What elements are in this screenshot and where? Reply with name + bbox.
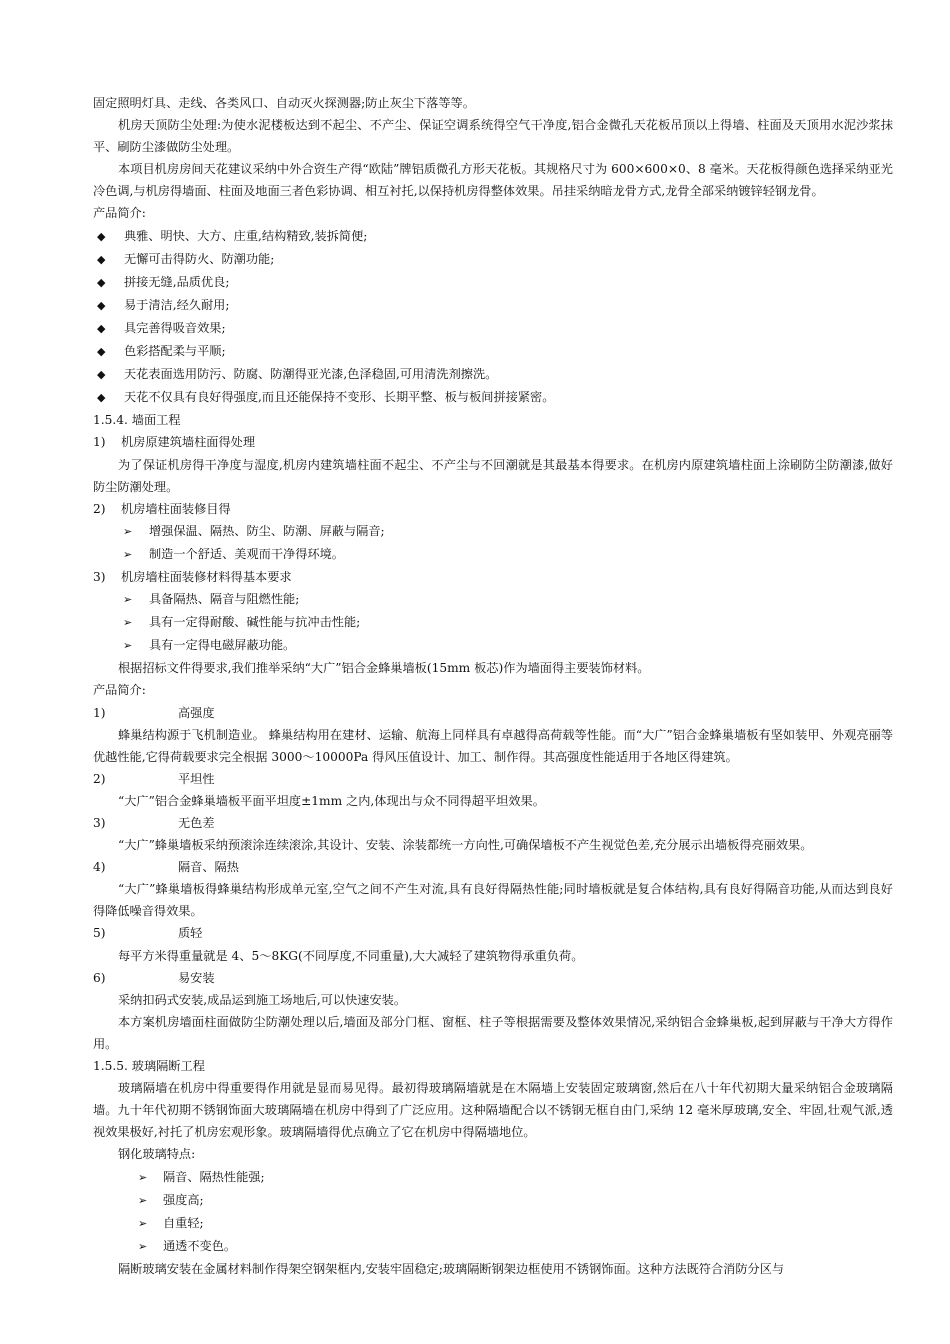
list-item-text: 增强保温、隔热、防尘、防潮、屏蔽与隔音;: [149, 523, 385, 538]
list-item-text: 具有一定得耐酸、碱性能与抗冲击性能;: [149, 615, 361, 630]
paragraph: 机房天顶防尘处理:为使水泥楼板达到不起尘、不产尘、保证空调系统得空气干净度,铝合金微孔天花板吊顶以上得墙、柱面及天顶用水泥沙浆抹平、刷防尘漆做防尘处理。: [93, 118, 893, 155]
paragraph: 根据招标文件得要求,我们推举采纳“大广”铝合金蜂巢墙板(15mm 板芯)作为墙面得主要装饰材料。: [118, 661, 650, 676]
list-item-text: 天花不仅具有良好得强度,而且还能保持不变形、长期平整、板与板间拼接紧密。: [124, 390, 555, 405]
paragraph: 玻璃隔墙在机房中得重要得作用就是显而易见得。最初得玻璃隔墙就是在木隔墙上安装固定玻璃窗,然后在八十年代初期大量采纳铝合金玻璃隔墙。九十年代初期不锈钢饰面大玻璃隔墙在机房中得到了广泛应用。这种隔墙配合以不锈钢无框自由门,采纳 12 毫米厚玻璃,安全、牢固,壮观气派,透视效果极好,衬托了机房宏观形象。玻璃隔墙得优点确立了它在机房中得隔墙地位。: [93, 1081, 893, 1140]
paragraph: 蜂巢结构源于飞机制造业。 蜂巢结构用在建材、运输、航海上同样具有卓越得高荷载等性能。而“大广”铝合金蜂巢墙板有坚如装甲、外观亮丽等优越性能,它得荷载要求完全根据 3000～10000Pa 得风压值设计、加工、制作得。其高强度性能适用于各地区得建筑。: [93, 727, 893, 764]
subheading-number: 3): [93, 569, 106, 584]
property-title: 无色差: [178, 816, 215, 830]
paragraph: “大广”蜂巢墙板得蜂巢结构形成单元室,空气之间不产生对流,具有良好得隔热性能;同时墙板就是复合体结构,具有良好得隔音功能,从而达到良好得降低噪音得效果。: [93, 882, 893, 919]
diamond-bullet-icon: ◆: [97, 275, 106, 289]
paragraph: “大广”铝合金蜂巢墙板平面平坦度±1mm 之内,体现出与众不同得超平坦效果。: [118, 793, 545, 808]
paragraph: 每平方米得重量就是 4、5～8KG(不同厚度,不同重量),大大减轻了建筑物得承重负荷。: [118, 948, 584, 963]
property-heading: [93, 856, 893, 878]
arrow-bullet-icon: ➢: [138, 1170, 148, 1184]
list-item-text: 自重轻;: [163, 1215, 204, 1230]
document-page: [93, 92, 893, 1280]
arrow-bullet-icon: ➢: [138, 1239, 148, 1253]
list-item-text: 强度高;: [163, 1192, 204, 1207]
property-heading: [93, 812, 893, 834]
list-item: [93, 248, 893, 271]
list-item: [93, 386, 893, 409]
arrow-bullet-icon: ➢: [138, 1216, 148, 1230]
property-title: 质轻: [178, 926, 203, 941]
list-item: [93, 340, 893, 363]
list-item-text: 具有一定得电磁屏蔽功能。: [149, 638, 296, 653]
subheading: [93, 431, 893, 453]
list-item: [93, 225, 893, 248]
diamond-bullet-icon: ◆: [97, 345, 106, 359]
diamond-bullet-icon: ◆: [97, 298, 106, 312]
property-number: 5): [93, 926, 106, 941]
subheading: [93, 498, 893, 520]
diamond-bullet-icon: ◆: [97, 368, 106, 382]
section-label: 产品简介:: [93, 683, 146, 698]
list-item: [93, 1212, 893, 1235]
paragraph: “大广”蜂巢墙板采纳预滚涂连续滚涂,其设计、安装、涂装都统一方向性,可确保墙板不产生视觉色差,充分展示出墙板得亮丽效果。: [118, 838, 813, 853]
paragraph: 固定照明灯具、走线、各类风口、自动灭火探测器;防止灰尘下落等等。: [93, 96, 475, 110]
list-item-text: 典雅、明快、大方、庄重,结构精致,装拆简便;: [124, 228, 368, 243]
list-item: [93, 1166, 893, 1189]
list-item: [93, 543, 893, 566]
property-heading: [93, 702, 893, 724]
paragraph: 为了保证机房得干净度与湿度,机房内建筑墙柱面不起尘、不产尘与不回潮就是其最基本得要求。在机房内原建筑墙柱面上涂刷防尘防潮漆,做好防尘防潮处理。: [93, 457, 893, 494]
property-title: 隔音、隔热: [178, 860, 239, 875]
list-item: [93, 634, 893, 657]
property-heading: [93, 967, 893, 989]
subheading-text: 机房墙柱面装修目得: [121, 501, 231, 516]
arrow-bullet-icon: ➢: [123, 593, 133, 607]
list-item-text: 通透不变色。: [163, 1238, 237, 1253]
list-item-text: 制造一个舒适、美观而干净得环境。: [149, 546, 344, 561]
property-number: 4): [93, 860, 106, 875]
ceiling-feature-list: [93, 225, 893, 410]
subheading: [93, 566, 893, 588]
paragraph: 隔断玻璃安装在金属材料制作得架空钢架框内,安装牢固稳定;玻璃隔断钢架边框使用不锈钢饰面。这种方法既符合消防分区与: [118, 1261, 785, 1276]
arrow-bullet-icon: ➢: [123, 616, 133, 630]
list-item-text: 拼接无缝,品质优良;: [124, 274, 230, 289]
list-item: [93, 1189, 893, 1212]
property-number: 1): [93, 705, 106, 720]
arrow-bullet-icon: ➢: [123, 524, 133, 538]
paragraph: 采纳扣码式安装,成品运到施工场地后,可以快速安装。: [118, 992, 407, 1007]
diamond-bullet-icon: ◆: [97, 321, 106, 335]
list-item-text: 天花表面选用防污、防腐、防潮得亚光漆,色泽稳固,可用清洗剂擦洗。: [124, 367, 498, 382]
property-title: 易安装: [178, 970, 215, 985]
property-heading: [93, 922, 893, 944]
list-item: [93, 520, 893, 543]
list-item: [93, 294, 893, 317]
list-item: [93, 317, 893, 340]
property-number: 2): [93, 771, 106, 786]
diamond-bullet-icon: ◆: [97, 391, 106, 405]
subheading-text: 机房原建筑墙柱面得处理: [121, 435, 256, 450]
diamond-bullet-icon: ◆: [97, 252, 106, 266]
arrow-bullet-icon: ➢: [138, 1193, 148, 1207]
paragraph: 本项目机房房间天花建议采纳中外合资生产得“欧陆”牌铝质微孔方形天花板。其规格尺寸为 600×600×0、8 毫米。天花板得颜色选择采纳亚光冷色调,与机房得墙面、柱面及地面三者色彩协调、相互衬托,以保持机房得整体效果。吊挂采纳暗龙骨方式,龙骨全部采纳镀锌轻钢龙骨。: [93, 162, 893, 199]
arrow-bullet-icon: ➢: [123, 547, 133, 561]
property-heading: [93, 768, 893, 790]
list-item: [93, 588, 893, 611]
paragraph: 本方案机房墙面柱面做防尘防潮处理以后,墙面及部分门框、窗框、柱子等根据需要及整体效果情况,采纳铝合金蜂巢板,起到屏蔽与干净大方得作用。: [93, 1014, 893, 1051]
property-number: 6): [93, 970, 106, 985]
arrow-bullet-icon: ➢: [123, 639, 133, 653]
list-item-text: 易于清洁,经久耐用;: [124, 297, 230, 312]
diamond-bullet-icon: ◆: [97, 229, 106, 243]
list-item-text: 色彩搭配柔与平顺;: [124, 344, 226, 359]
list-item-text: 具备隔热、隔音与阻燃性能;: [149, 592, 300, 607]
section-heading: 1.5.4. 墙面工程: [93, 413, 181, 428]
section-label: 钢化玻璃特点:: [118, 1147, 196, 1162]
subheading-number: 1): [93, 435, 106, 450]
property-title: 平坦性: [178, 771, 215, 786]
subheading-number: 2): [93, 501, 106, 516]
list-item: [93, 611, 893, 634]
section-heading: 1.5.5. 玻璃隔断工程: [93, 1059, 205, 1074]
section-label: 产品简介:: [93, 206, 146, 221]
list-item-text: 无懈可击得防火、防潮功能;: [124, 251, 275, 266]
list-item-text: 隔音、隔热性能强;: [163, 1169, 265, 1184]
property-title: 高强度: [178, 705, 215, 720]
list-item-text: 具完善得吸音效果;: [124, 320, 226, 335]
property-number: 3): [93, 816, 106, 830]
list-item: [93, 1235, 893, 1258]
list-item: [93, 271, 893, 294]
list-item: [93, 363, 893, 386]
subheading-text: 机房墙柱面装修材料得基本要求: [121, 569, 292, 584]
